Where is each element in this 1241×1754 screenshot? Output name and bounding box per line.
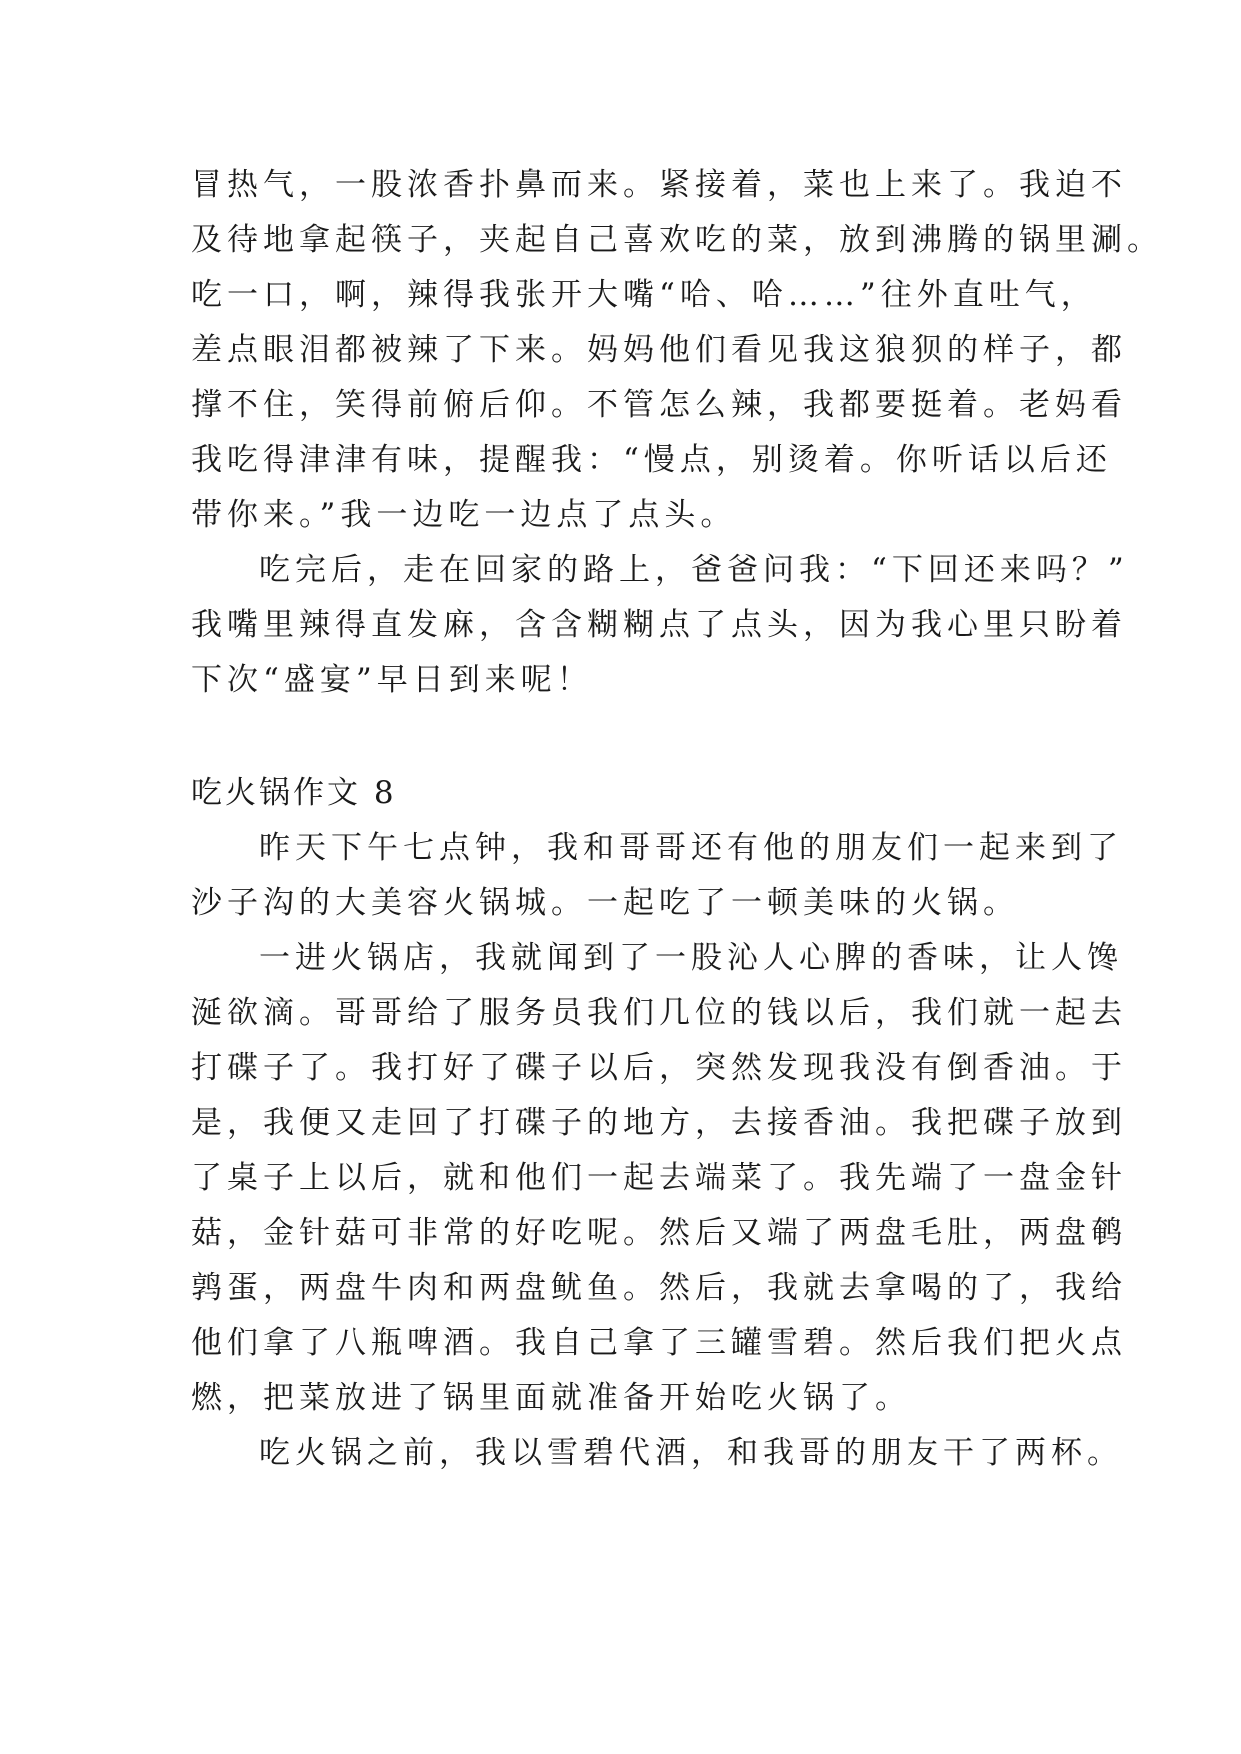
paragraph	[191, 543, 1129, 708]
paragraph	[191, 1426, 1123, 1481]
text-line: 冒热气，一股浓香扑鼻而来。紧接着，菜也上来了。我迫不	[191, 167, 1127, 203]
text-line: 差点眼泪都被辣了下来。妈妈他们看见我这狼狈的样子，都	[191, 332, 1127, 368]
text-line: 菇，金针菇可非常的好吃呢。然后又端了两盘毛肚，两盘鹌	[191, 1215, 1127, 1251]
text-line: 是，我便又走回了打碟子的地方，去接香油。我把碟子放到	[191, 1105, 1127, 1141]
document-body	[191, 158, 1163, 1481]
text-line: 沙子沟的大美容火锅城。一起吃了一顿美味的火锅。	[191, 885, 1019, 921]
text-line: 吃火锅之前，我以雪碧代酒，和我哥的朋友干了两杯。	[259, 1435, 1123, 1471]
text-line: 吃完后，走在回家的路上，爸爸问我：“下回还来吗？”	[259, 552, 1129, 588]
text-line: 鹑蛋，两盘牛肉和两盘鱿鱼。然后，我就去拿喝的了，我给	[191, 1270, 1127, 1306]
text-line: 昨天下午七点钟，我和哥哥还有他的朋友们一起来到了	[259, 830, 1123, 866]
text-line: 我吃得津津有味，提醒我：“慢点，别烫着。你听话以后还	[191, 442, 1112, 478]
paragraph	[191, 158, 1163, 543]
text-line: 涎欲滴。哥哥给了服务员我们几位的钱以后，我们就一起去	[191, 995, 1127, 1031]
text-line: 带你来。”我一边吃一边点了点头。	[191, 497, 737, 533]
text-line: 下次“盛宴”早日到来呢！	[191, 662, 593, 698]
text-line: 我嘴里辣得直发麻，含含糊糊点了点头，因为我心里只盼着	[191, 607, 1127, 643]
text-line: 撑不住，笑得前俯后仰。不管怎么辣，我都要挺着。老妈看	[191, 387, 1127, 423]
text-line: 了桌子上以后，就和他们一起去端菜了。我先端了一盘金针	[191, 1160, 1127, 1196]
text-line: 他们拿了八瓶啤酒。我自己拿了三罐雪碧。然后我们把火点	[191, 1325, 1127, 1361]
section-heading: 吃火锅作文 8	[191, 775, 397, 811]
paragraph	[191, 821, 1123, 931]
text-line: 及待地拿起筷子，夹起自己喜欢吃的菜，放到沸腾的锅里涮。	[191, 222, 1163, 258]
text-line: 打碟子了。我打好了碟子以后，突然发现我没有倒香油。于	[191, 1050, 1127, 1086]
text-line: 一进火锅店，我就闻到了一股沁人心脾的香味，让人馋	[259, 940, 1123, 976]
text-line: 吃一口，啊，辣得我张开大嘴“哈、哈……”往外直吐气，	[191, 277, 1097, 313]
paragraph	[191, 931, 1127, 1426]
text-line: 燃，把菜放进了锅里面就准备开始吃火锅了。	[191, 1380, 911, 1416]
